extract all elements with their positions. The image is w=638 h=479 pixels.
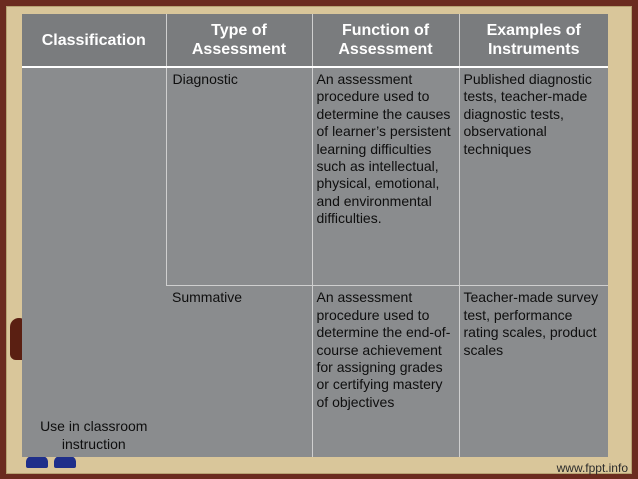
header-examples-of-instruments: Examples of Instruments xyxy=(459,14,608,67)
type-cell: Diagnostic xyxy=(166,67,312,286)
watermark-text: www.fppt.info xyxy=(556,461,628,475)
function-cell: An assessment procedure used to determine the end-of-course achievement for assigning grades or certifying mastery of objectives xyxy=(312,286,459,457)
examples-cell: Published diagnostic tests, teacher-made diagnostic tests, observational techniques xyxy=(459,67,608,286)
assessment-table xyxy=(22,14,608,457)
function-cell: An assessment procedure used to determine the causes of learner’s persistent learning difficulties such as intellectual, physical, emotional, and environmental difficulties. xyxy=(312,67,459,286)
classification-cell: Use in classroom instruction xyxy=(22,67,166,457)
table-row xyxy=(22,67,608,286)
header-row xyxy=(22,14,608,67)
header-classification: Classification xyxy=(22,14,166,67)
header-type-of-assessment: Type of Assessment xyxy=(166,14,312,67)
examples-cell: Teacher-made survey test, performance rating scales, product scales xyxy=(459,286,608,457)
header-function-of-assessment: Function of Assessment xyxy=(312,14,459,67)
type-cell: Summative xyxy=(166,286,312,457)
